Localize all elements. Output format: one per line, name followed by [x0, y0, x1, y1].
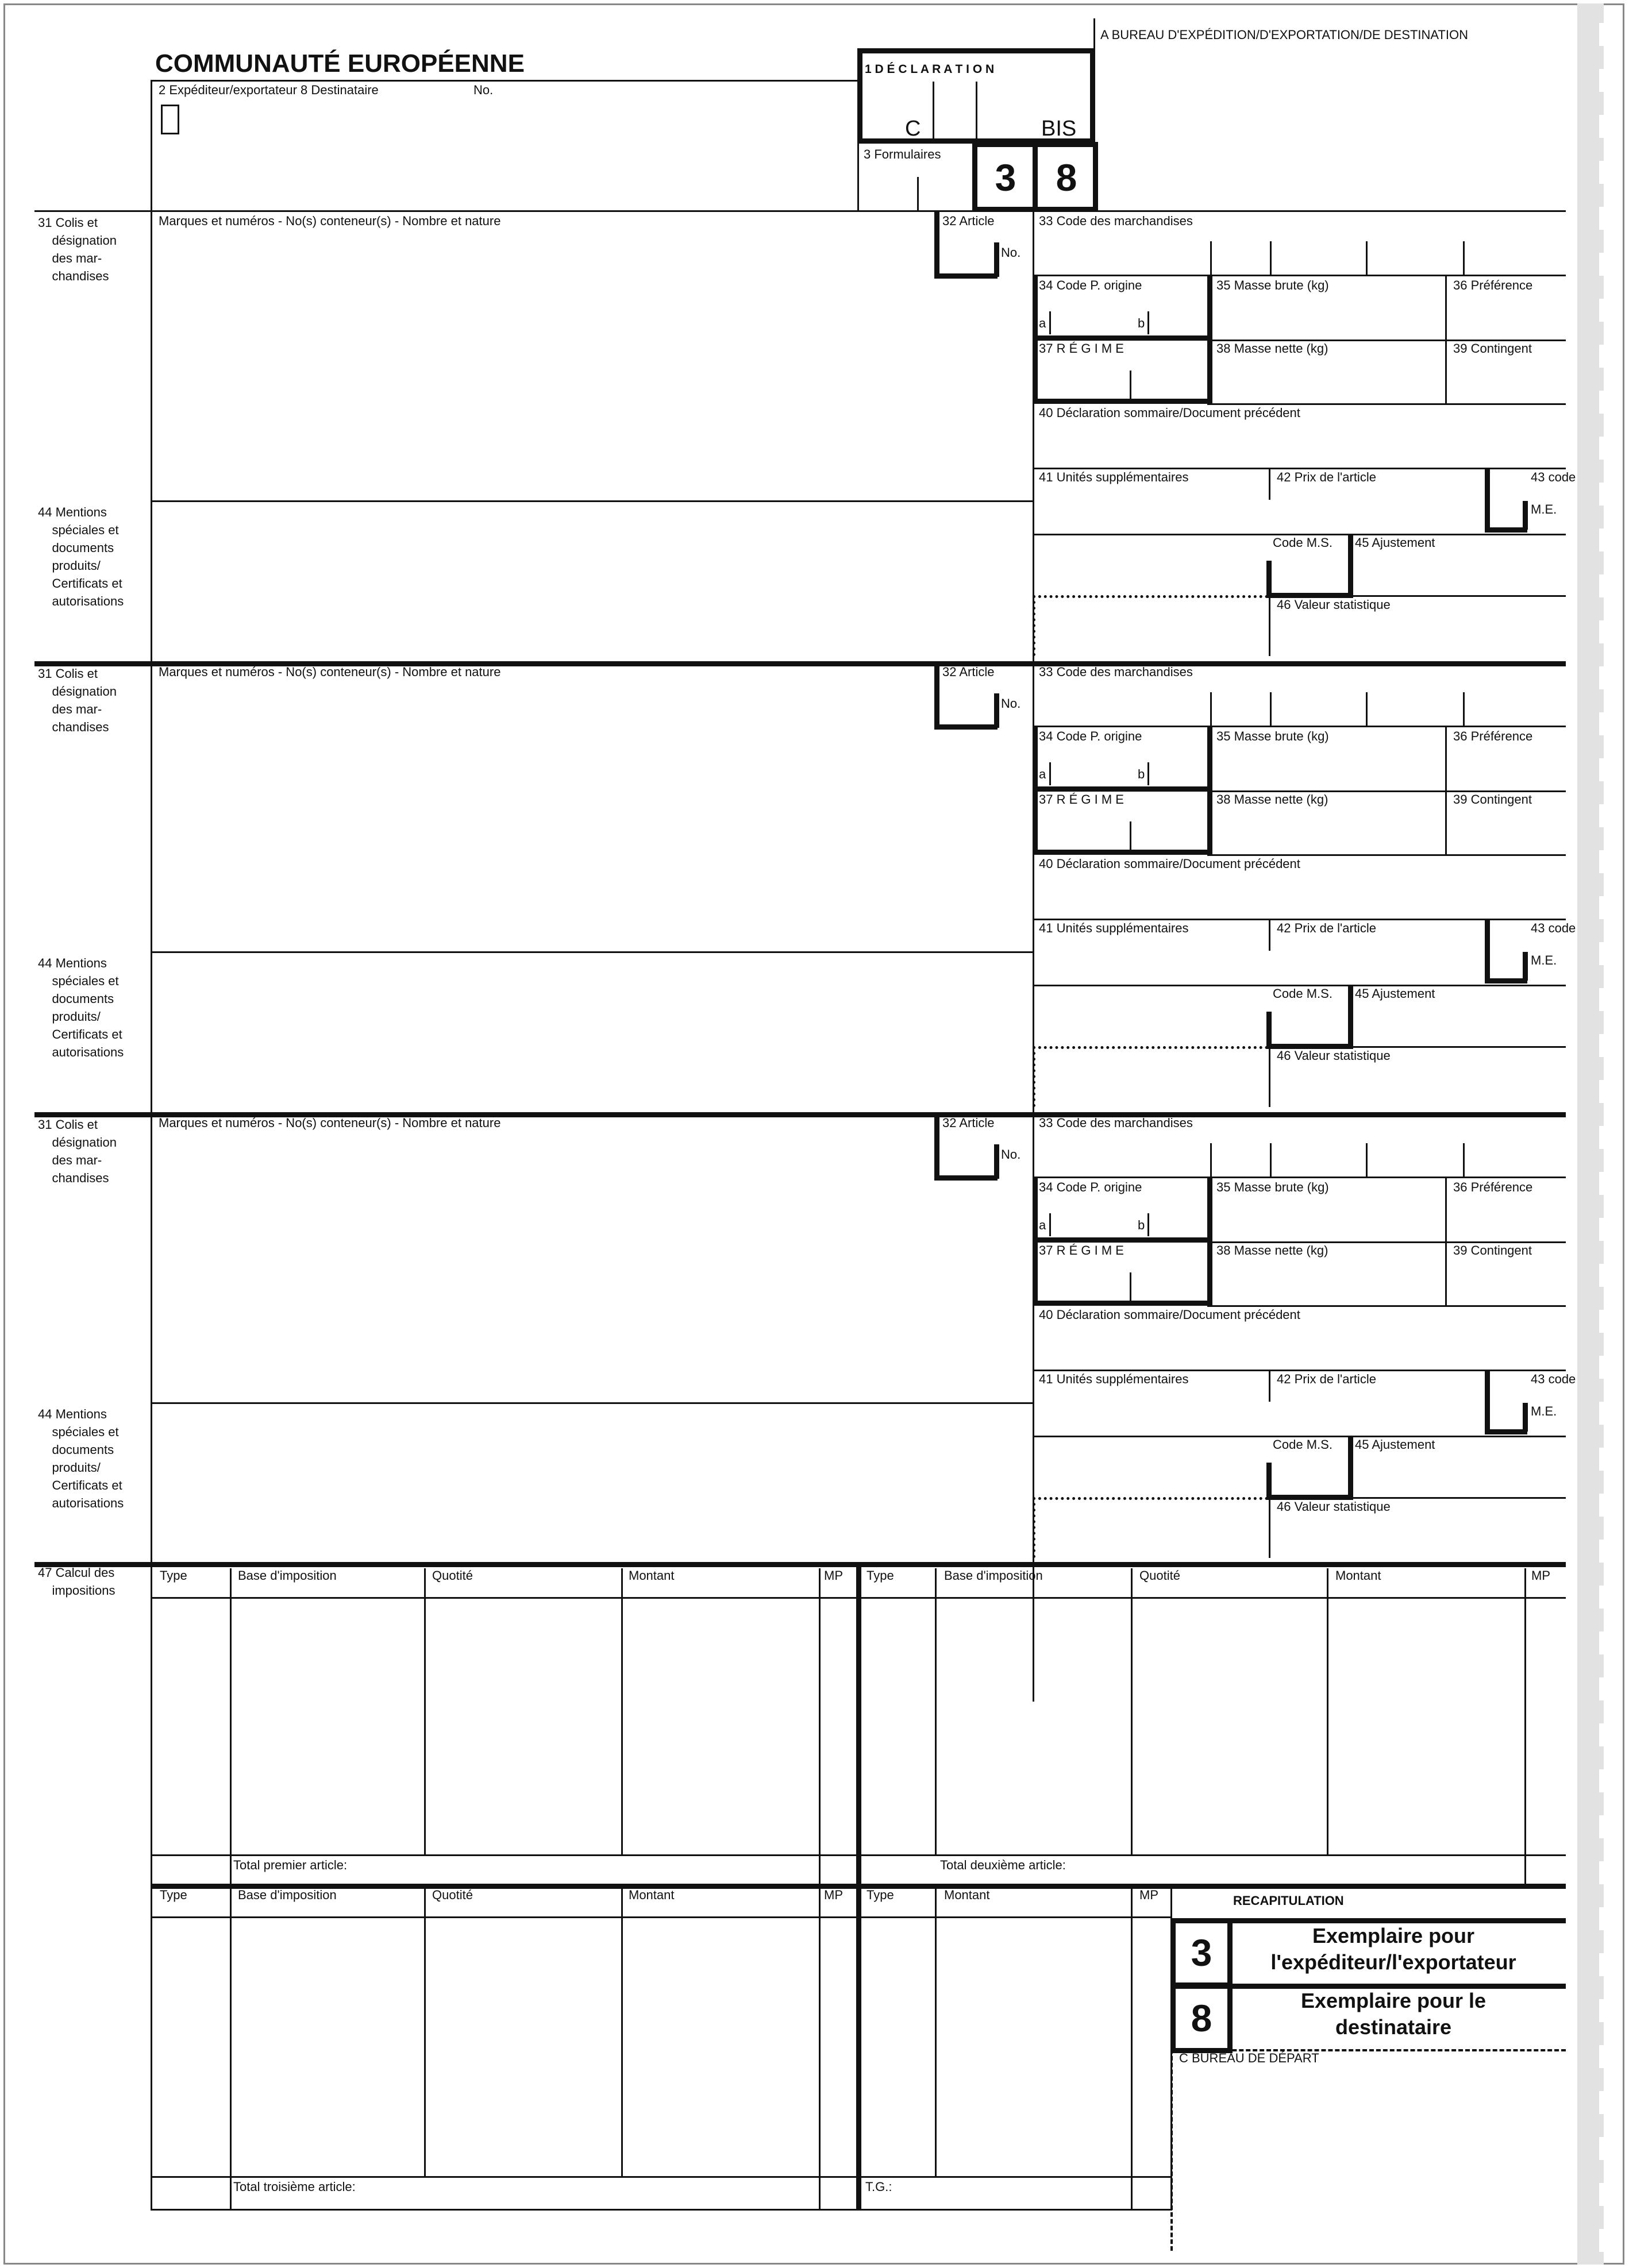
recap-mp-header: MP [1139, 1888, 1158, 1902]
box-34-a-2: a [1039, 767, 1046, 781]
tax-base-header: Base d'imposition [238, 1568, 337, 1583]
box-32-label-2: 32 Article [942, 665, 995, 679]
bureau-depart-label: C BUREAU DE DÉPART [1179, 2051, 1319, 2065]
feed-hole [1599, 1080, 1619, 1103]
box-38-label-1: 38 Masse nette (kg) [1216, 341, 1328, 356]
feed-hole [1599, 115, 1619, 138]
box-42-label-1: 42 Prix de l'article [1277, 470, 1376, 484]
recap-montant-header: Montant [944, 1888, 990, 1902]
feed-hole [1599, 850, 1619, 873]
box-46-label-1: 46 Valeur statistique [1277, 597, 1391, 612]
box-38-label-3: 38 Masse nette (kg) [1216, 1243, 1328, 1258]
tax-mp-header-2: MP [1531, 1568, 1550, 1583]
box-34-b-1: b [1138, 316, 1145, 330]
tax-montant-header: Montant [629, 1568, 675, 1583]
box-43-me-3: M.E. [1531, 1404, 1557, 1418]
box-41-label-1: 41 Unités supplémentaires [1039, 470, 1189, 484]
box-44-label-2: 44 Mentions spéciales et documents produits/ Certificats et autorisations [38, 956, 124, 1059]
feed-hole [1599, 345, 1619, 368]
feed-hole [1599, 299, 1619, 322]
feed-hole [1599, 1218, 1619, 1241]
marks-label-2: Marques et numéros - No(s) conteneur(s) - Nombre et nature [159, 665, 501, 679]
box-32-label-3: 32 Article [942, 1116, 995, 1130]
code-ms-label-3: Code M.S. [1273, 1437, 1333, 1452]
box-34-a-3: a [1039, 1218, 1046, 1232]
feed-hole [1599, 23, 1619, 46]
box-33-label-1: 33 Code des marchandises [1039, 214, 1193, 228]
box-43-me-1: M.E. [1531, 502, 1557, 516]
tg-label: T.G.: [865, 2180, 892, 2194]
box-38-label-2: 38 Masse nette (kg) [1216, 792, 1328, 807]
feed-hole [1599, 69, 1619, 92]
box-32-no-1: No. [1001, 245, 1021, 260]
box-45-label-3: 45 Ajustement [1355, 1437, 1435, 1452]
feed-hole [1599, 1999, 1619, 2022]
copy-8-number: 8 [1191, 1997, 1212, 2039]
box-32-no-2: No. [1001, 696, 1021, 711]
feed-hole [1599, 1631, 1619, 1654]
box-34-label-2: 34 Code P. origine [1039, 729, 1142, 743]
box-41-label-2: 41 Unités supplémentaires [1039, 921, 1189, 935]
tax-base-header-3: Base d'imposition [238, 1888, 337, 1902]
copy-8-text: Exemplaire pour le destinataire [1300, 1989, 1486, 2039]
feed-hole [1599, 988, 1619, 1011]
box-43-me-2: M.E. [1531, 953, 1557, 967]
box-37-label-2: 37 R É G I M E [1039, 792, 1124, 807]
feed-hole [1599, 896, 1619, 919]
tax-type-header: Type [160, 1568, 187, 1583]
box-43-label-3: 43 code [1531, 1372, 1576, 1386]
copy-3-number: 3 [1191, 1931, 1212, 1974]
box-39-label-3: 39 Contingent [1453, 1243, 1532, 1258]
feed-hole [1599, 1034, 1619, 1057]
feed-hole [1599, 2091, 1619, 2114]
box-36-label-2: 36 Préférence [1453, 729, 1533, 743]
tax-quotite-header-3: Quotité [432, 1888, 473, 1902]
feed-hole [1599, 1953, 1619, 1976]
box-34-b-3: b [1138, 1218, 1145, 1232]
form-title: COMMUNAUTÉ EUROPÉENNE [155, 49, 525, 78]
feed-hole [1599, 1540, 1619, 1563]
copy-number-2: 8 [1056, 156, 1077, 199]
feed-hole [1599, 161, 1619, 184]
total-troisieme-article: Total troisième article: [233, 2180, 356, 2194]
box-34-b-2: b [1138, 767, 1145, 781]
box-32-no-3: No. [1001, 1147, 1021, 1162]
box-31-label-1: 31 Colis et désignation des mar- chandises [38, 215, 117, 283]
box-40-label-3: 40 Déclaration sommaire/Document précédent [1039, 1307, 1300, 1322]
tax-mp-header-3: MP [824, 1888, 843, 1902]
feed-hole [1599, 529, 1619, 551]
feed-hole [1599, 207, 1619, 230]
feed-hole [1599, 1402, 1619, 1425]
box-39-label-2: 39 Contingent [1453, 792, 1532, 807]
feed-hole [1599, 1723, 1619, 1746]
box-31-label-2: 31 Colis et désignation des mar- chandises [38, 666, 117, 734]
box-40-label-1: 40 Déclaration sommaire/Document précédent [1039, 406, 1300, 420]
checkbox[interactable] [161, 105, 179, 134]
total-premier-article: Total premier article: [233, 1858, 348, 1872]
box-45-label-2: 45 Ajustement [1355, 986, 1435, 1001]
box-2-8-label: 2 Expéditeur/exportateur 8 Destinataire [159, 83, 379, 97]
feed-hole [1599, 1586, 1619, 1609]
feed-hole [1599, 437, 1619, 460]
code-ms-label-1: Code M.S. [1273, 535, 1333, 550]
feed-hole [1599, 804, 1619, 827]
feed-hole [1599, 1172, 1619, 1195]
box-33-label-3: 33 Code des marchandises [1039, 1116, 1193, 1130]
feed-hole [1599, 758, 1619, 781]
recapitulation-label: RECAPITULATION [1233, 1893, 1344, 1908]
box-37-label-3: 37 R É G I M E [1039, 1243, 1124, 1258]
box-43-label-1: 43 code [1531, 470, 1576, 484]
feed-hole [1599, 1356, 1619, 1379]
feed-hole [1599, 666, 1619, 689]
box-31-label-3: 31 Colis et désignation des mar- chandises [38, 1117, 117, 1185]
box-35-label-1: 35 Masse brute (kg) [1216, 278, 1329, 292]
recap-type-header: Type [867, 1888, 894, 1902]
feed-hole [1599, 1677, 1619, 1700]
feed-hole [1599, 253, 1619, 276]
tax-montant-header-2: Montant [1335, 1568, 1381, 1583]
box-40-label-2: 40 Déclaration sommaire/Document précédent [1039, 857, 1300, 871]
feed-hole [1599, 2137, 1619, 2160]
feed-hole [1599, 1264, 1619, 1287]
box-35-label-2: 35 Masse brute (kg) [1216, 729, 1329, 743]
box-37-label-1: 37 R É G I M E [1039, 341, 1124, 356]
feed-hole [1599, 1907, 1619, 1930]
feed-hole [1599, 1815, 1619, 1838]
box-46-label-3: 46 Valeur statistique [1277, 1499, 1391, 1514]
box-39-label-1: 39 Contingent [1453, 341, 1532, 356]
box-35-label-3: 35 Masse brute (kg) [1216, 1180, 1329, 1194]
tax-type-header-3: Type [160, 1888, 187, 1902]
feed-hole [1599, 1126, 1619, 1149]
tax-quotite-header: Quotité [432, 1568, 473, 1583]
declaration-c: C [905, 117, 921, 141]
feed-hole [1599, 620, 1619, 643]
copy-3-text: Exemplaire pour l'expéditeur/l'exportateur [1270, 1924, 1516, 1974]
feed-hole [1599, 942, 1619, 965]
box-36-label-1: 36 Préférence [1453, 278, 1533, 292]
box-34-label-3: 34 Code P. origine [1039, 1180, 1142, 1194]
marks-label-3: Marques et numéros - No(s) conteneur(s) - Nombre et nature [159, 1116, 501, 1130]
feed-hole [1599, 712, 1619, 735]
feed-hole [1599, 1448, 1619, 1471]
feed-hole [1599, 2045, 1619, 2068]
box-44-label-3: 44 Mentions spéciales et documents produits/ Certificats et autorisations [38, 1407, 124, 1510]
feed-hole [1599, 483, 1619, 506]
box-32-label-1: 32 Article [942, 214, 995, 228]
feed-hole [1599, 1769, 1619, 1792]
feed-hole [1599, 574, 1619, 597]
box-a-label: A BUREAU D'EXPÉDITION/D'EXPORTATION/DE DESTINATION [1100, 28, 1468, 42]
box-36-label-3: 36 Préférence [1453, 1180, 1533, 1194]
feed-hole [1599, 2229, 1619, 2252]
box-34-label-1: 34 Code P. origine [1039, 278, 1142, 292]
box-42-label-2: 42 Prix de l'article [1277, 921, 1376, 935]
feed-hole [1599, 1861, 1619, 1884]
box-44-label-1: 44 Mentions spéciales et documents produits/ Certificats et autorisations [38, 505, 124, 608]
total-deuxieme-article: Total deuxième article: [940, 1858, 1066, 1872]
no-label: No. [473, 83, 494, 97]
marks-label-1: Marques et numéros - No(s) conteneur(s) - Nombre et nature [159, 214, 501, 228]
tax-quotite-header-2: Quotité [1139, 1568, 1180, 1583]
tax-mp-header: MP [824, 1568, 843, 1583]
copy-number-1: 3 [995, 156, 1016, 199]
formulaires-label: 3 Formulaires [864, 147, 941, 161]
feed-hole [1599, 2183, 1619, 2206]
box-34-a-1: a [1039, 316, 1046, 330]
feed-hole [1599, 1310, 1619, 1333]
code-ms-label-2: Code M.S. [1273, 986, 1333, 1001]
box-45-label-1: 45 Ajustement [1355, 535, 1435, 550]
declaration-label: 1 D É C L A R A T I O N [865, 63, 995, 76]
tax-montant-header-3: Montant [629, 1888, 675, 1902]
feed-hole [1599, 391, 1619, 414]
declaration-bis: BIS [1041, 117, 1077, 141]
tax-type-header-2: Type [867, 1568, 894, 1583]
box-43-label-2: 43 code [1531, 921, 1576, 935]
box-46-label-2: 46 Valeur statistique [1277, 1048, 1391, 1063]
box-33-label-2: 33 Code des marchandises [1039, 665, 1193, 679]
box-47-label: 47 Calcul des impositions [38, 1565, 115, 1598]
feed-hole [1599, 1494, 1619, 1517]
box-42-label-3: 42 Prix de l'article [1277, 1372, 1376, 1386]
tax-base-header-2: Base d'imposition [944, 1568, 1043, 1583]
box-41-label-3: 41 Unités supplémentaires [1039, 1372, 1189, 1386]
